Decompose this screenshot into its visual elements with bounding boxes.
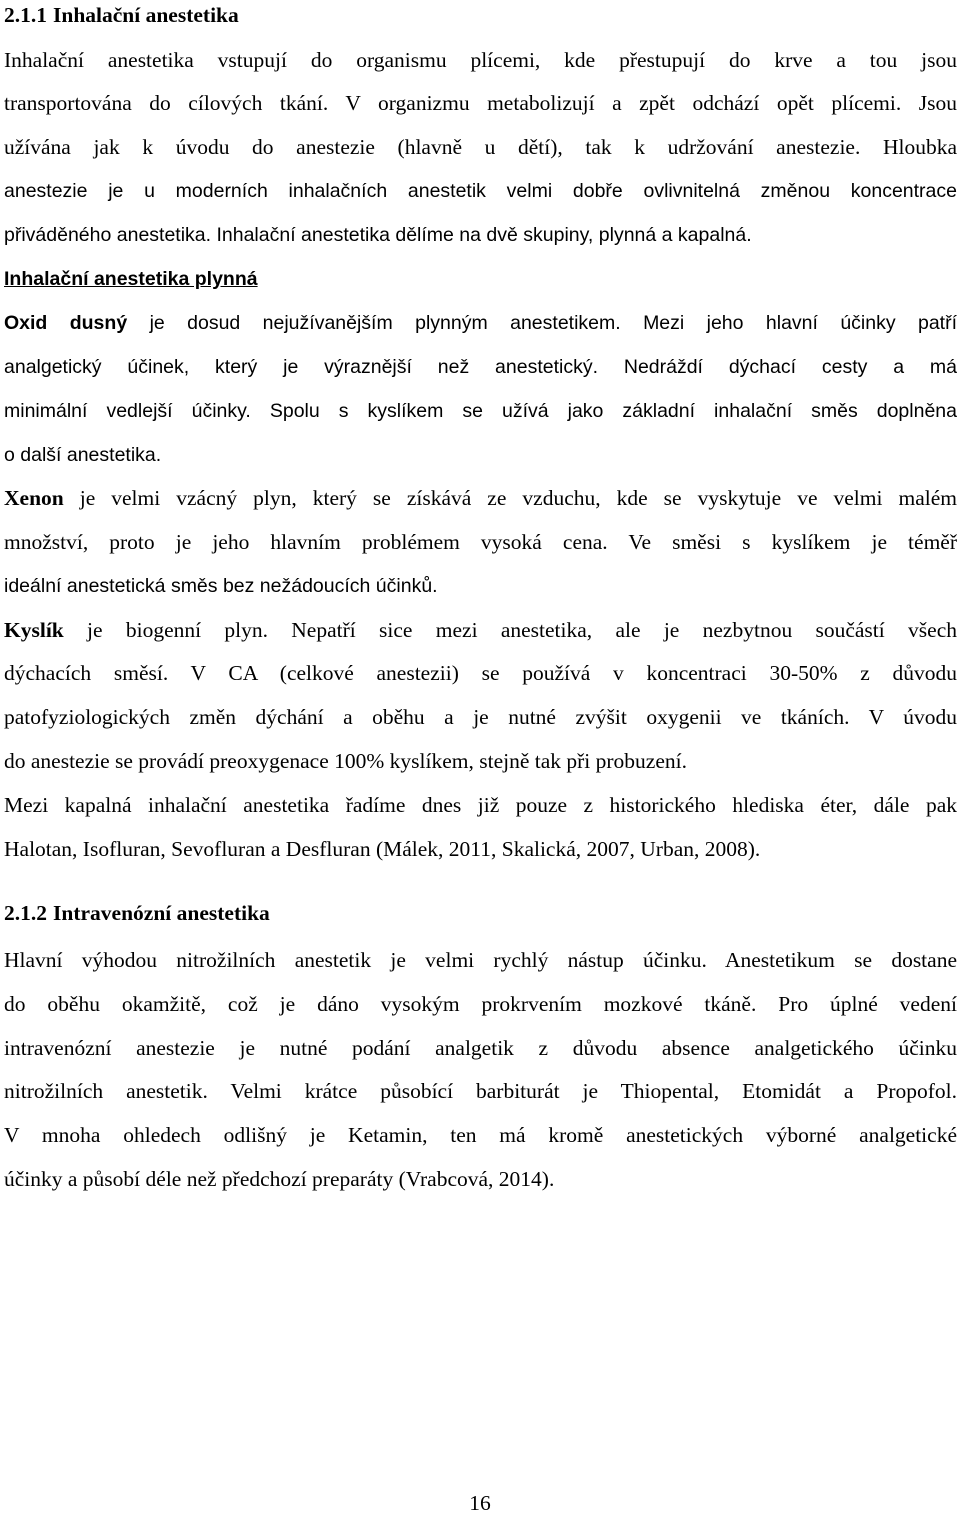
paragraph-line: nitrožilních anestetik. Velmi krátce působící barbiturát je Thiopental, Etomidát a Propofol. xyxy=(4,1079,957,1103)
paragraph-line: o další anestetika. xyxy=(4,444,162,466)
paragraph-line: anestezie je u moderních inhalačních anestetik velmi dobře ovlivnitelná změnou koncentrace xyxy=(4,180,957,202)
paragraph-text: je dosud nejužívanějším plynným anestetikem. Mezi jeho hlavní účinky patří xyxy=(127,312,958,334)
paragraph-line: patofyziologických změn dýchání a oběhu a je nutné zvýšit oxygenii ve tkáních. V úvodu xyxy=(4,705,957,729)
paragraph-line: užívána jak k úvodu do anestezie (hlavně u dětí), tak k udržování anestezie. Hloubka xyxy=(4,135,957,159)
paragraph-line: do oběhu okamžitě, což je dáno vysokým prokrvením mozkové tkáně. Pro úplné vedení xyxy=(4,992,957,1016)
paragraph-line: dýchacích směsí. V CA (celkové anestezii) se používá v koncentraci 30-50% z důvodu xyxy=(4,661,957,685)
section-title: Inhalační anestetika xyxy=(53,3,239,27)
paragraph-line: transportována do cílových tkání. V organizmu metabolizují a zpět odchází opět plícemi. Jsou xyxy=(4,91,957,115)
paragraph-line: přiváděného anestetika. Inhalační anestetika dělíme na dvě skupiny, plynná a kapalná. xyxy=(4,224,752,246)
paragraph-line: analgetický účinek, který je výraznější než anestetický. Nedráždí dýchací cesty a má xyxy=(4,356,957,378)
section-heading-2-1-1 xyxy=(4,0,239,30)
paragraph-line xyxy=(4,615,957,645)
paragraph-line: V mnoha ohledech odlišný je Ketamin, ten má kromě anestetických výborné analgetické xyxy=(4,1123,957,1147)
paragraph-line: Hlavní výhodou nitrožilních anestetik je velmi rychlý nástup účinku. Anestetikum se dostane xyxy=(4,948,957,972)
term-oxid-dusny: Oxid dusný xyxy=(4,312,128,334)
paragraph-text: je biogenní plyn. Nepatří sice mezi anestetika, ale je nezbytnou součástí všech xyxy=(63,618,957,642)
paragraph-line: do anestezie se provádí preoxygenace 100% kyslíkem, stejně tak při probuzení. xyxy=(4,749,687,773)
paragraph-line xyxy=(4,483,957,513)
subheading-gaseous-anesthetics: Inhalační anestetika plynná xyxy=(4,268,258,290)
paragraph-line: Halotan, Isofluran, Sevofluran a Desfluran (Málek, 2011, Skalická, 2007, Urban, 2008). xyxy=(4,837,761,861)
paragraph-line: ideální anestetická směs bez nežádoucích účinků. xyxy=(4,575,438,597)
section-number: 2.1.1 xyxy=(4,3,47,27)
section-title: Intravenózní anestetika xyxy=(53,901,270,925)
section-number: 2.1.2 xyxy=(4,901,47,925)
paragraph-line: množství, proto je jeho hlavním problémem vysoká cena. Ve směsi s kyslíkem je téměř xyxy=(4,530,957,554)
paragraph-line: Inhalační anestetika vstupují do organismu plícemi, kde přestupují do krve a tou jsou xyxy=(4,48,957,72)
paragraph-line: intravenózní anestezie je nutné podání analgetik z důvodu absence analgetického účinku xyxy=(4,1036,957,1060)
term-xenon: Xenon xyxy=(4,486,64,510)
term-kyslik: Kyslík xyxy=(4,618,64,642)
paragraph-text: je velmi vzácný plyn, který se získává ze vzduchu, kde se vyskytuje ve velmi malém xyxy=(63,486,957,510)
paragraph-line xyxy=(4,308,957,338)
paragraph-line: minimální vedlejší účinky. Spolu s kyslíkem se užívá jako základní inhalační směs doplněna xyxy=(4,400,957,422)
page-number: 16 xyxy=(469,1491,491,1515)
section-heading-2-1-2 xyxy=(4,898,270,928)
paragraph-line: Mezi kapalná inhalační anestetika řadíme dnes již pouze z historického hlediska éter, dále pak xyxy=(4,793,957,817)
paragraph-line: účinky a působí déle než předchozí preparáty (Vrabcová, 2014). xyxy=(4,1167,555,1191)
